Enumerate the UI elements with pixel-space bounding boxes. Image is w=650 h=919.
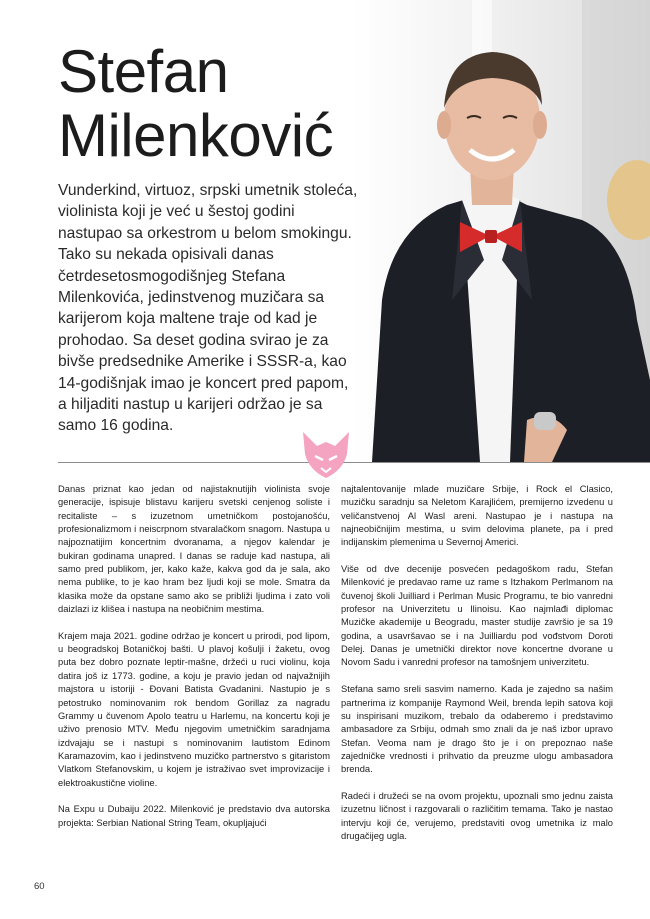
portrait-photo xyxy=(352,0,650,462)
article-lead: Vunderkind, virtuoz, srpski umetnik stoleća, violinista koji je već u šestoj godini nastupao sa orkestrom u belom smokingu. Tako su nekada opisivali danas četrdesetosmogodišnjeg Stefana Milenkovića, jedinstvenog muzičara sa karijerom koja maltene traje od kad je prohodao. Sa deset godina svirao je za bivše predsednike Amerike i SSSR-a, kao 14-godišnjak imao je koncert pred papom, a hiljaditi nastup u karijeri održao je sa samo 16 godina. xyxy=(58,182,358,435)
body-paragraph: najtalentovanije mlade muzičare Srbije, i Rock el Clasico, muzičku saradnju sa Neletom Karajlićem, premijerno izvedenu u veličanstvenoj Al Wasl areni. Nastupao je i nastupa na najneobičnijim mestima, u svim delovima planete, pa i pred indijanskim plemenima u Severnoj Americi. xyxy=(341,484,613,548)
page-number: 60 xyxy=(34,881,45,892)
body-paragraph: Danas priznat kao jedan od najistaknutijih violinista svoje generacije, ispisuje blistavu karijeru svetski cenjenog soliste i recitaliste – s izuzetnom umetničkom postojanošću, profesionalizmom i neiscrpnom stvaralačkom snagom. Nastupa u najpoznatijim koncertnim dvoranama, a njegov kalendar je bukiran godinama unapred. I danas se raduje kad nastupa, ali samo pred publikom, jer, kako kaže, kakva god da je sala, ako nema publike, to je kao hram bez ljudi koji se mole. Smatra da klasika može da opstane samo ako se približi ljudima i zato voli daizlazi iz klišea i nastupa na neobičnim mestima. xyxy=(58,484,330,615)
fox-logo-icon xyxy=(297,430,355,480)
body-column-left xyxy=(58,483,330,843)
body-column-right xyxy=(341,483,613,857)
body-paragraph: Radeći i družeći se na ovom projektu, upoznali smo jednu zaista izuzetnu ličnost i razgovarali o različitim temama. Tako je nastao intervju koji će, verujemo, predstaviti ovog umetnika iz malo drugačijeg ugla. xyxy=(341,790,613,841)
body-paragraph: Na Expu u Dubaiju 2022. Milenković je predstavio dva autorska projekta: Serbian National String Team, okupljajući xyxy=(58,804,330,828)
title-first-name: Stefan xyxy=(58,38,229,105)
title-last-name: Milenković xyxy=(58,102,334,169)
body-paragraph: Stefana samo sreli sasvim namerno. Kada je zajedno sa našim partnerima iz kompanije Raymond Weil, brenda lepih satova koji su inspirisani muzikom, trebalo da odaberemo i predstavimo ambasadore za Srbiju, odmah smo znali da je naš izbor upravo Stefan. Veoma nam je drago što je i on prepoznao naše zajedničke vrednosti i prihvatio da preuzme ulogu ambasadora brenda. xyxy=(341,684,613,775)
body-paragraph: Krajem maja 2021. godine održao je koncert u prirodi, pod lipom, u beogradskoj Botaničkoj bašti. U plavoj košulji i žaketu, ovog puta bez dobro poznate leptir-mašne, držeći u ruci violinu, koja datira još iz 1773. godine, a koju je pravio jedan od najvažnijih majstora u istoriji - Đovani Batista Gvadanini. Nastupio je s petostruko nominovanim rok bendom Gorillaz za nagradu Grammy u čuvenom Apolo teatru u Harlemu, na koncertu koji je uživo prenosio MTV. Među njegovim umetničkim saradnjama izdvajaju se i nastupi s nominovanim lautistom Edinom Karamazovim, kao i jedinstveno muzičko partnerstvo s gitaristom Vlatkom Stefanovskim, u kojem je istraživao svet improvizacije i elektroakustične violine. xyxy=(58,630,330,788)
article-title xyxy=(58,40,333,168)
body-paragraph: Više od dve decenije posvećen pedagoškom radu, Stefan Milenković je predavao rame uz rame s Itzhakom Perlmanom na čuvenoj školi Juilliard i Perlman Music Programu, te bio vanredni profesor na Univerzitetu u Ilinoisu. Kao najmlađi diplomac Muzičke akademije u Beogradu, master studije završio je sa 19 godina, a usavršavao se i na Juilliardu pod vođstvom Doroti Delej. Danas je umetnički direktor nove koncertne dvorane u Novom Sadu i vanredni profesor na tamošnjem univerzitetu. xyxy=(341,564,613,668)
